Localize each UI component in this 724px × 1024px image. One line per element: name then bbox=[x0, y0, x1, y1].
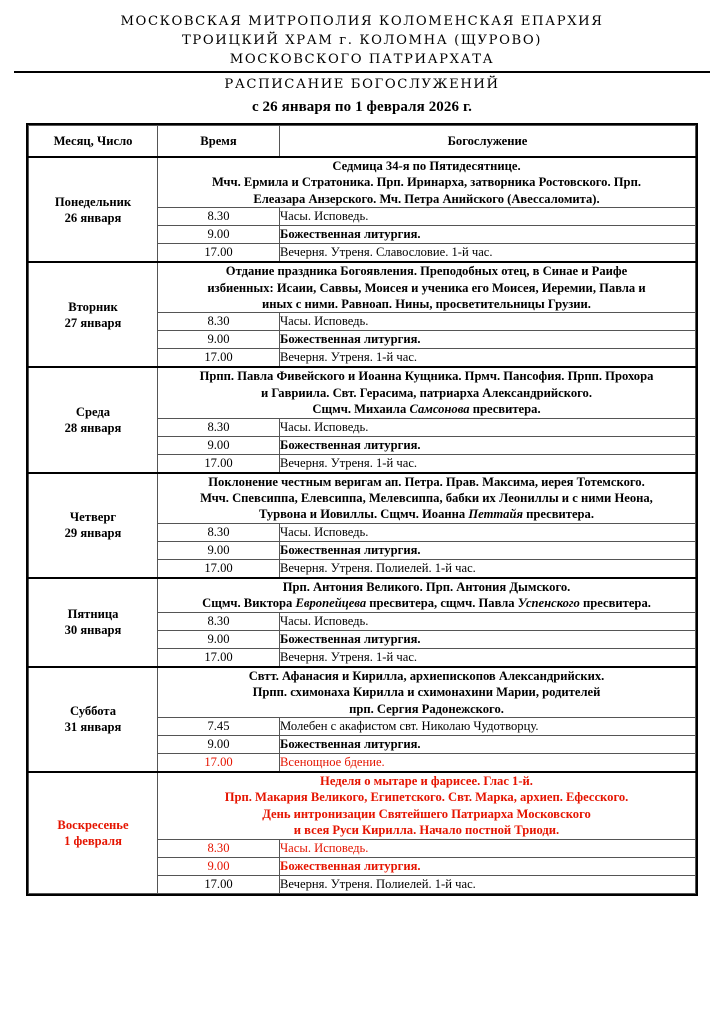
service-time: 17.00 bbox=[158, 875, 280, 893]
day-name: Воскресенье bbox=[57, 817, 129, 832]
feast-line bbox=[158, 668, 695, 684]
service-description: Часы. Исповедь. bbox=[280, 523, 696, 541]
service-description: Божественная литургия. bbox=[280, 857, 696, 875]
service-description: Божественная литургия. bbox=[280, 226, 696, 244]
service-time: 8.30 bbox=[158, 418, 280, 436]
feast-text: Прп. Антония Великого. Прп. Антония Дымского. bbox=[282, 579, 571, 594]
day-group-row bbox=[29, 473, 696, 524]
service-description: Божественная литургия. bbox=[280, 331, 696, 349]
service-time: 17.00 bbox=[158, 648, 280, 667]
feast-line bbox=[158, 263, 695, 279]
day-name: Среда bbox=[75, 405, 111, 420]
feast-text: Неделя о мытаре и фарисее. Глас 1-й. bbox=[320, 773, 533, 788]
service-time: 8.30 bbox=[158, 208, 280, 226]
day-date: 28 января bbox=[64, 421, 122, 436]
service-time: 9.00 bbox=[158, 226, 280, 244]
feast-line bbox=[158, 296, 695, 312]
feast-text: пресвитера. bbox=[522, 507, 594, 522]
service-description: Всенощное бдение. bbox=[280, 753, 696, 772]
feast-description bbox=[158, 473, 696, 524]
day-group-row bbox=[29, 578, 696, 612]
table-head bbox=[29, 126, 696, 158]
feast-line bbox=[158, 280, 695, 296]
service-time: 17.00 bbox=[158, 559, 280, 578]
feast-description bbox=[158, 157, 696, 208]
service-time: 8.30 bbox=[158, 523, 280, 541]
service-description: Божественная литургия. bbox=[280, 541, 696, 559]
service-description: Часы. Исповедь. bbox=[280, 839, 696, 857]
service-time: 17.00 bbox=[158, 244, 280, 263]
day-cell bbox=[29, 157, 158, 262]
day-cell bbox=[29, 667, 158, 772]
feast-text: иных с ними. Равноап. Нины, просветительницы Грузии. bbox=[262, 297, 591, 312]
service-time: 9.00 bbox=[158, 630, 280, 648]
day-group-row bbox=[29, 667, 696, 718]
service-description: Часы. Исповедь. bbox=[280, 418, 696, 436]
service-time: 7.45 bbox=[158, 717, 280, 735]
day-name: Понедельник bbox=[54, 194, 132, 209]
masthead bbox=[0, 0, 724, 118]
service-description: Часы. Исповедь. bbox=[280, 208, 696, 226]
feast-description bbox=[158, 578, 696, 612]
feast-description bbox=[158, 667, 696, 718]
service-description: Вечерня. Утреня. 1-й час. bbox=[280, 454, 696, 473]
feast-text: Сщмч. Виктора bbox=[202, 596, 296, 611]
service-description: Божественная литургия. bbox=[280, 735, 696, 753]
feast-description bbox=[158, 772, 696, 839]
feast-line bbox=[158, 368, 695, 384]
day-group-row bbox=[29, 157, 696, 208]
day-date: 30 января bbox=[64, 623, 122, 638]
service-description: Вечерня. Утреня. Полиелей. 1-й час. bbox=[280, 559, 696, 578]
feast-name-italic: Самсонова bbox=[409, 402, 470, 417]
service-description: Вечерня. Утреня. 1-й час. bbox=[280, 648, 696, 667]
feast-name-italic: Петтайя bbox=[468, 507, 523, 522]
service-description: Вечерня. Утреня. 1-й час. bbox=[280, 349, 696, 368]
date-range: с 26 января по 1 февраля 2026 г. bbox=[251, 99, 473, 115]
feast-text: Прп. Макария Великого, Египетского. Свт. Марка, архиеп. Ефесского. bbox=[224, 790, 629, 805]
feast-line bbox=[158, 385, 695, 401]
feast-line bbox=[158, 822, 695, 838]
feast-name-italic: Европейцева bbox=[295, 596, 367, 611]
feast-text: Отдание праздника Богоявления. Преподобных отец, в Синае и Раифе bbox=[225, 264, 628, 279]
feast-line bbox=[158, 684, 695, 700]
feast-text: и Гавриила. Свт. Герасима, патриарха Александрийского. bbox=[261, 385, 592, 400]
eparchy-line: МОСКОВСКАЯ МИТРОПОЛИЯ КОЛОМЕНСКАЯ ЕПАРХИЯ bbox=[120, 14, 604, 29]
feast-name-italic: Успенского bbox=[517, 596, 580, 611]
day-date: 1 февраля bbox=[64, 833, 122, 848]
table-body bbox=[29, 157, 696, 893]
day-name: Суббота bbox=[69, 704, 117, 719]
service-description: Божественная литургия. bbox=[280, 630, 696, 648]
feast-text: Прпп. Павла Фивейского и Иоанна Кущника. Прмч. Пансофия. Прпп. Прохора bbox=[199, 369, 654, 384]
feast-line bbox=[158, 490, 695, 506]
feast-description bbox=[158, 262, 696, 313]
day-name: Пятница bbox=[67, 607, 119, 622]
feast-text: Турвона и Иовиллы. Сщмч. Иоанна bbox=[259, 507, 469, 522]
day-cell bbox=[29, 367, 158, 472]
day-name: Вторник bbox=[68, 299, 118, 314]
feast-text: и всея Руси Кирилла. Начало постной Триоди. bbox=[293, 823, 560, 838]
service-description: Божественная литургия. bbox=[280, 436, 696, 454]
day-date: 27 января bbox=[64, 315, 122, 330]
feast-text: Мчч. Ермила и Стратоника. Прп. Иринарха, затворника Ростовского. Прп. bbox=[212, 175, 641, 190]
service-description: Вечерня. Утреня. Славословие. 1-й час. bbox=[280, 244, 696, 263]
service-time: 17.00 bbox=[158, 454, 280, 473]
feast-text: Мчч. Спевсиппа, Елевсиппа, Мелевсиппа, бабки их Леониллы и с ними Неона, bbox=[200, 491, 653, 506]
service-description: Часы. Исповедь. bbox=[280, 313, 696, 331]
service-description: Молебен с акафистом свт. Николаю Чудотворцу. bbox=[280, 717, 696, 735]
day-cell bbox=[29, 578, 158, 667]
feast-line bbox=[158, 806, 695, 822]
day-date: 29 января bbox=[64, 526, 122, 541]
header-service: Богослужение bbox=[280, 126, 696, 158]
feast-line bbox=[158, 595, 695, 611]
feast-line bbox=[158, 158, 695, 174]
day-cell bbox=[29, 262, 158, 367]
feast-line bbox=[158, 773, 695, 789]
feast-line bbox=[158, 174, 695, 190]
day-group-row bbox=[29, 772, 696, 839]
feast-text: День интронизации Святейшего Патриарха Московского bbox=[262, 806, 591, 821]
feast-line bbox=[158, 701, 695, 717]
feast-text: избиенных: Исаии, Саввы, Моисея и ученика его Моисея, Иеремии, Павла и bbox=[207, 280, 646, 295]
service-time: 9.00 bbox=[158, 857, 280, 875]
service-time: 17.00 bbox=[158, 349, 280, 368]
service-time: 8.30 bbox=[158, 839, 280, 857]
schedule-title: РАСПИСАНИЕ БОГОСЛУЖЕНИЙ bbox=[224, 77, 500, 92]
day-group-row bbox=[29, 262, 696, 313]
header-date: Месяц, Число bbox=[29, 126, 158, 158]
church-line: ТРОИЦКИЙ ХРАМ г. КОЛОМНА (ЩУРОВО) bbox=[182, 33, 542, 48]
feast-text: Свтт. Афанасия и Кирилла, архиепископов Александрийских. bbox=[248, 668, 605, 683]
day-date: 26 января bbox=[64, 210, 122, 225]
day-cell bbox=[29, 473, 158, 578]
feast-text: Поклонение честным веригам ап. Петра. Прав. Максима, иерея Тотемского. bbox=[208, 474, 645, 489]
feast-line bbox=[158, 579, 695, 595]
feast-line bbox=[158, 789, 695, 805]
day-cell bbox=[29, 772, 158, 893]
feast-text: Елеазара Анзерского. Мч. Петра Анийского (Авессаломита). bbox=[253, 191, 600, 206]
feast-text: пресвитера, сщмч. Павла bbox=[366, 596, 518, 611]
feast-text: Седмица 34-я по Пятидесятнице. bbox=[332, 159, 521, 173]
patriarchate-line: МОСКОВСКОГО ПАТРИАРХАТА bbox=[229, 52, 495, 67]
service-time: 9.00 bbox=[158, 331, 280, 349]
service-time: 9.00 bbox=[158, 436, 280, 454]
day-group-row bbox=[29, 367, 696, 418]
feast-line bbox=[158, 191, 695, 207]
schedule-table-wrapper bbox=[26, 123, 698, 896]
feast-line bbox=[158, 506, 695, 522]
feast-text: Прпп. схимонаха Кирилла и схимонахини Марии, родителей bbox=[252, 685, 601, 700]
feast-description bbox=[158, 367, 696, 418]
day-date: 31 января bbox=[64, 720, 122, 735]
feast-line bbox=[158, 401, 695, 417]
service-time: 9.00 bbox=[158, 735, 280, 753]
service-time: 9.00 bbox=[158, 541, 280, 559]
schedule-table bbox=[28, 125, 696, 894]
service-time: 8.30 bbox=[158, 612, 280, 630]
feast-text: пресвитера. bbox=[579, 596, 651, 611]
day-name: Четверг bbox=[69, 510, 117, 525]
feast-line bbox=[158, 474, 695, 490]
service-time: 17.00 bbox=[158, 753, 280, 772]
header-row bbox=[29, 126, 696, 158]
feast-text: Сщмч. Михаила bbox=[312, 402, 410, 417]
service-description: Вечерня. Утреня. Полиелей. 1-й час. bbox=[280, 875, 696, 893]
feast-text: пресвитера. bbox=[469, 402, 541, 417]
service-time: 8.30 bbox=[158, 313, 280, 331]
service-description: Часы. Исповедь. bbox=[280, 612, 696, 630]
header-time: Время bbox=[158, 126, 280, 158]
feast-text: прп. Сергия Радонежского. bbox=[349, 701, 504, 716]
